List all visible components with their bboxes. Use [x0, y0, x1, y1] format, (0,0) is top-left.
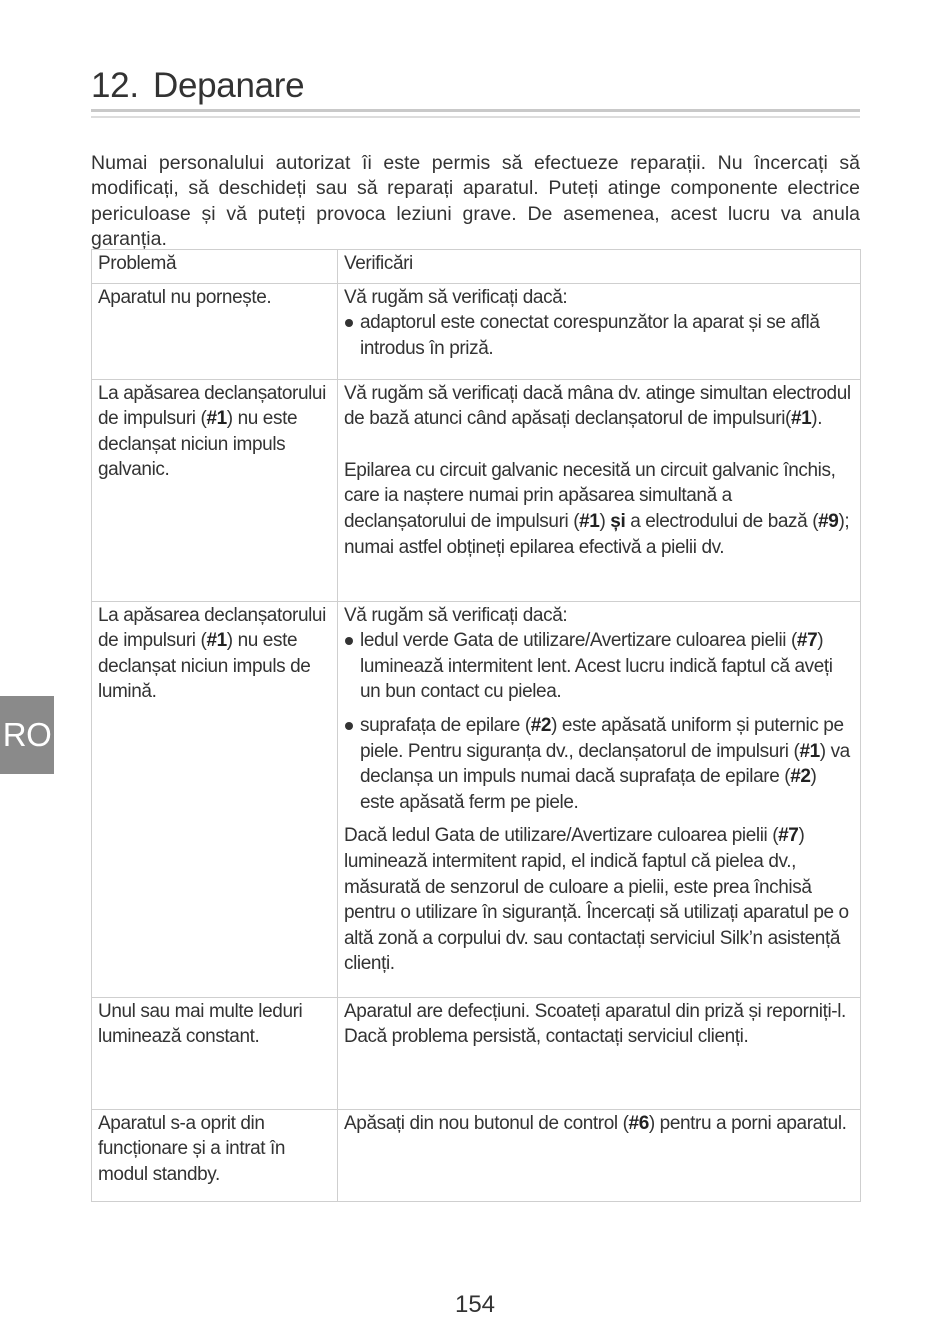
problem-cell: Aparatul s-a oprit din funcționare și a intrat în modul standby. — [92, 1109, 338, 1201]
language-tab: RO — [0, 696, 54, 774]
problem-cell: Unul sau mai multe leduri luminează constant. — [92, 997, 338, 1109]
section-title: Depanare — [153, 66, 305, 105]
table-row — [92, 601, 861, 997]
table-row — [92, 379, 861, 601]
table-row — [92, 1109, 861, 1201]
check-lead: Vă rugăm să verificați dacă: — [344, 286, 568, 308]
checks-cell: Apăsați din nou butonul de control (#6) pentru a porni aparatul. — [338, 1109, 861, 1201]
troubleshooting-table — [91, 249, 861, 1202]
heading-rule — [91, 109, 860, 112]
problem-cell: Aparatul nu pornește. — [92, 283, 338, 379]
checks-cell: Aparatul are defecțiuni. Scoateți aparatul din priză și reporniți-l. Dacă problema persistă, contactați serviciul clienți. — [338, 997, 861, 1109]
list-item: ledul verde Gata de utilizare/Avertizare culoarea pielii (#7) luminează intermitent lent. Acest lucru indică faptul că aveți un bun contact cu pielea. — [344, 628, 854, 705]
check-list — [344, 310, 854, 361]
checks-cell — [338, 601, 861, 997]
header-checks: Verificări — [338, 250, 861, 284]
table-row — [92, 283, 861, 379]
heading-rule-secondary — [91, 116, 860, 118]
problem-cell: La apăsarea declanșatorului de impulsuri (#1) nu este declanșat niciun impuls de lumină. — [92, 601, 338, 997]
section-heading — [91, 66, 304, 106]
checks-cell — [338, 283, 861, 379]
problem-cell: La apăsarea declanșatorului de impulsuri (#1) nu este declanșat niciun impuls galvanic. — [92, 379, 338, 601]
check-paragraph: Epilarea cu circuit galvanic necesită un circuit galvanic închis, care ia naștere numai prin apăsarea simultană a declanșatorului de impulsuri (#1) și a electrodului de bază (#9); numai astfel obțineți epilarea efectivă a pielii dv. — [344, 459, 850, 558]
check-lead: Vă rugăm să verificați dacă: — [344, 604, 568, 626]
intro-paragraph: Numai personalului autorizat îi este permis să efectueze reparații. Nu încercați să modificați, să deschideți sau să reparați aparatul. Puteți atinge componente electrice periculoase și vă puteți provoca leziuni grave. De asemenea, acest lucru va anula garanția. — [91, 151, 860, 251]
checks-cell — [338, 379, 861, 601]
list-item: suprafața de epilare (#2) este apăsată uniform și puternic pe piele. Pentru siguranța dv., declanșatorul de impulsuri (#1) va declanșa un impuls numai dacă suprafața de epilare (#2) este apăsată ferm pe piele. — [344, 713, 854, 815]
header-problem: Problemă — [92, 250, 338, 284]
table-header-row — [92, 250, 861, 284]
table-row — [92, 997, 861, 1109]
check-list — [344, 628, 854, 815]
check-paragraph: Dacă ledul Gata de utilizare/Avertizare culoarea pielii (#7) luminează intermitent rapid, el indică faptul că pielea dv., măsurată de senzorul de culoare a pielii, este prea închisă pentru o utilizare în siguranță. Încercați să utilizați aparatul pe o altă zonă a corpului dv. sau contactați serviciul Silk’n asistență clienți. — [344, 825, 849, 975]
check-paragraph: Vă rugăm să verificați dacă mâna dv. atinge simultan electrodul de bază atunci când apăsați declanșatorul de impulsuri(#1). — [344, 382, 851, 430]
list-item: adaptorul este conectat corespunzător la aparat și se află introdus în priză. — [344, 310, 854, 361]
section-number: 12. — [91, 66, 139, 105]
page-number: 154 — [454, 1291, 496, 1318]
